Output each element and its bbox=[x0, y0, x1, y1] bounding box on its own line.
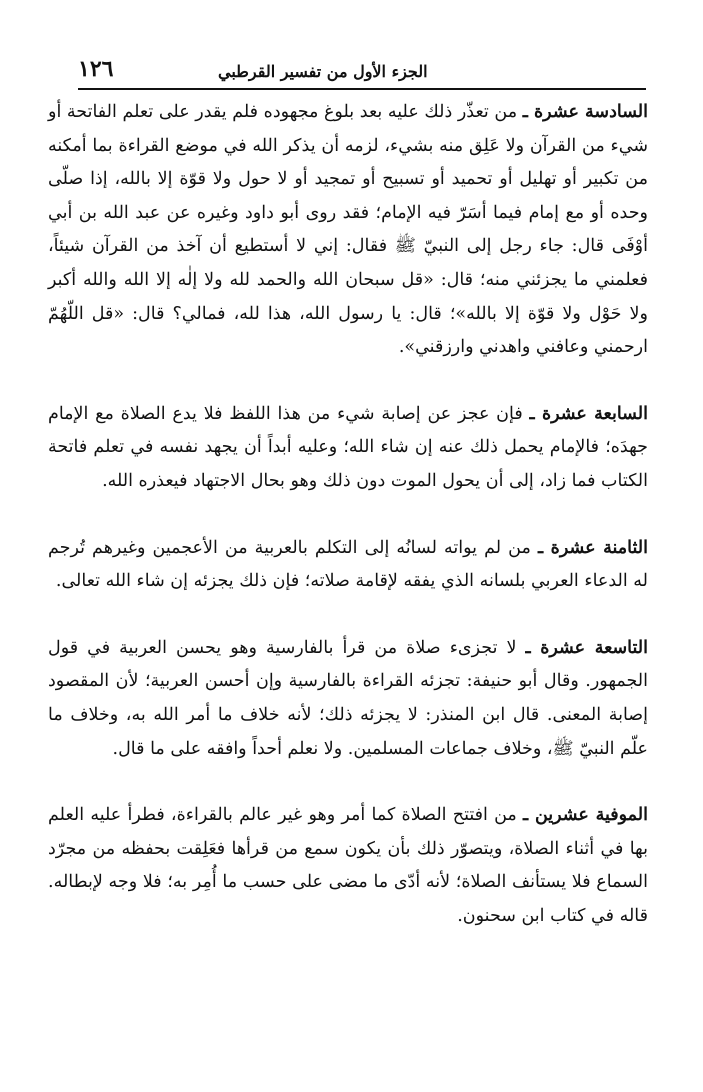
paragraph-19 bbox=[48, 632, 648, 766]
paragraph-18 bbox=[48, 532, 648, 599]
paragraph-text: لا تجزىء صلاة من قرأ بالفارسية وهو يحسن العربية في قول الجمهور. وقال أبو حنيفة: تجزئه القراءة بالفارسية وإن أحسن العربية؛ لأن المقصود إصابة المعنى. قال ابن المنذر: لا يجزئه ذلك؛ لأنه خلاف ما أمر الله به، وخلاف ما علّم النبيّ ﷺ، وخلاف جماعات المسلمين. ولا نعلم أحداً وافقه على ما قال. bbox=[48, 637, 648, 759]
paragraph-heading: السابعة عشرة ـ bbox=[529, 403, 648, 424]
paragraph-heading: الموفية عشرين ـ bbox=[523, 805, 648, 826]
paragraph-text: من لم يواته لسانُه إلى التكلم بالعربية من الأعجمين وغيرهم تُرجم له الدعاء العربي بلسانه الذي يفقه لإقامة صلاته؛ فإن ذلك يجزئه إن شاء الله تعالى. bbox=[48, 537, 648, 592]
running-title: الجزء الأول من تفسير القرطبي bbox=[218, 62, 428, 81]
paragraph-20 bbox=[48, 799, 648, 933]
page-number: ١٢٦ bbox=[78, 56, 114, 82]
paragraph-text: من تعذّر ذلك عليه بعد بلوغ مجهوده فلم يقدر على تعلم الفاتحة أو شيء من القرآن ولا عَلِق منه بشيء، لزمه أن يذكر الله في موضع القراءة بما أمكنه من تكبير أو تهليل أو تحميد أو تسبيح أو تمجيد أو لا حول ولا قوّة إلا بالله، إذا صلّى وحده أو مع إمام فيما أسَرّ فيه الإمام؛ فقد روى أبو داود وغيره عن عبد الله بن أبي أوْفَى قال: جاء رجل إلى النبيّ ﷺ فقال: إني لا أستطيع أن آخذ من القرآن شيئاً، فعلمني ما يجزئني منه؛ قال: «قل سبحان الله والحمد لله ولا إلٰه إلا الله والله أكبر ولا حَوْل ولا قوّة إلا بالله»؛ قال: يا رسول الله، هذا لله، فمالي؟ قال: «قل اللّهُمّ ارحمني وعافني واهدني وارزقني». bbox=[48, 102, 648, 358]
paragraph-heading: الثامنة عشرة ـ bbox=[537, 537, 648, 558]
page-body bbox=[48, 96, 648, 933]
paragraph-heading: السادسة عشرة ـ bbox=[522, 102, 648, 122]
page-header bbox=[78, 56, 646, 90]
header-divider bbox=[78, 88, 646, 90]
paragraph-text: من افتتح الصلاة كما أمر وهو غير عالم بالقراءة، فطرأ عليه العلم بها في أثناء الصلاة، ويتصوّر ذلك بأن يكون سمع من قرأها فعَلِقت بحفظه من مجرّد السماع فلا يستأنف الصلاة؛ لأنه أدّى ما مضى على حسب ما أُمِر به؛ فلا وجه لإبطاله. قاله في كتاب ابن سحنون. bbox=[48, 805, 648, 926]
paragraph-17 bbox=[48, 398, 648, 499]
paragraph-16 bbox=[48, 96, 648, 365]
paragraph-heading: التاسعة عشرة ـ bbox=[525, 637, 648, 658]
paragraph-text: فإن عجز عن إصابة شيء من هذا اللفظ فلا يدع الصلاة مع الإمام جهدَه؛ فالإمام يحمل ذلك عنه إن شاء الله؛ وعليه أبداً أن يجهد نفسه في تعلم فاتحة الكتاب فما زاد، إلى أن يحول الموت دون ذلك وهو بحال الاجتهاد فيعذره الله. bbox=[48, 403, 648, 491]
